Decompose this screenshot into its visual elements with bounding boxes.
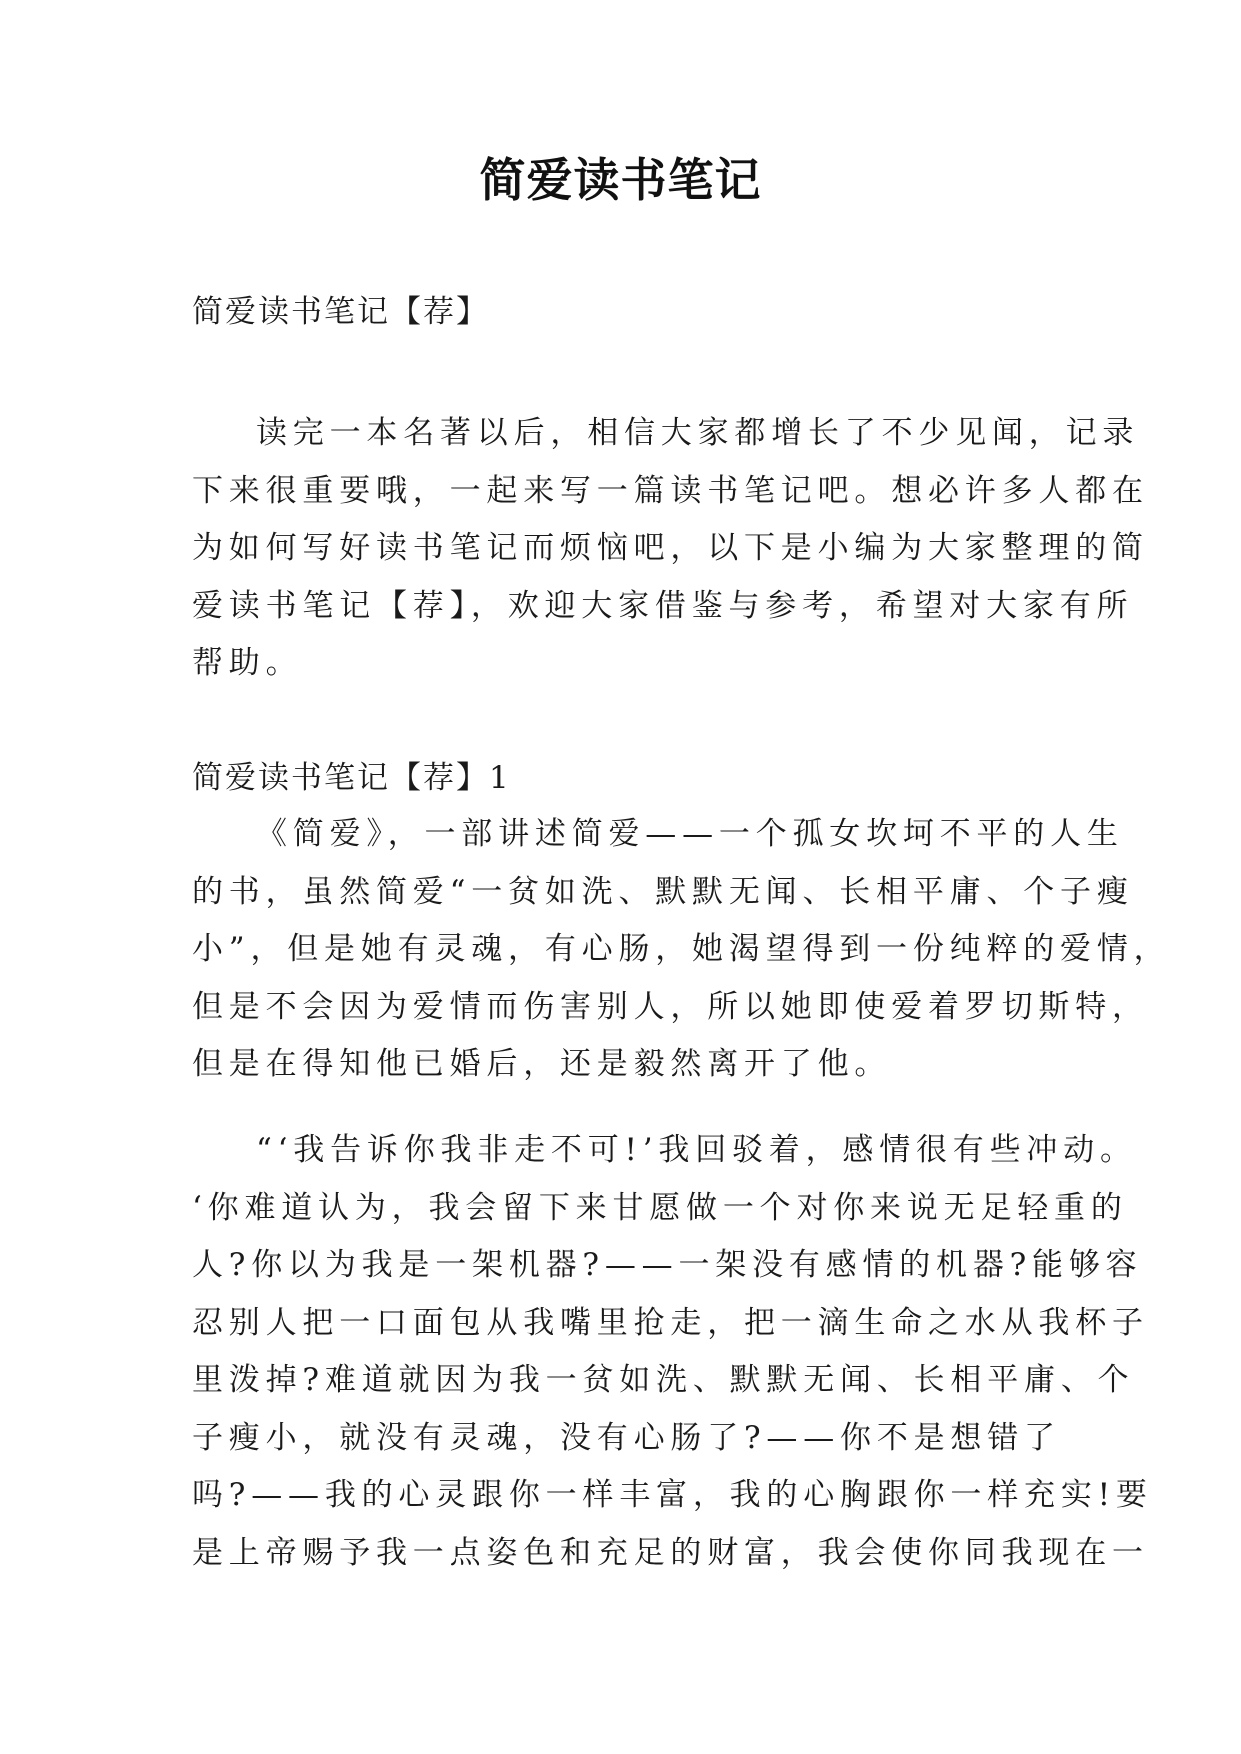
paragraph-line: 人?你以为我是一架机器?——一架没有感情的机器?能够容 bbox=[192, 1247, 1143, 1283]
intro-line: 为如何写好读书笔记而烦恼吧，以下是小编为大家整理的简 bbox=[192, 530, 1149, 566]
body-paragraph-2 bbox=[192, 1122, 1153, 1582]
paragraph-line: 里泼掉?难道就因为我一贫如洗、默默无闻、长相平庸、个 bbox=[192, 1362, 1135, 1398]
document-title: 简爱读书笔记 bbox=[479, 153, 762, 207]
document-subtitle: 简爱读书笔记【荐】 bbox=[192, 294, 489, 330]
section-heading: 简爱读书笔记【荐】1 bbox=[192, 760, 511, 796]
paragraph-line: 子瘦小，就没有灵魂，没有心肠了?——你不是想错了 bbox=[192, 1419, 1061, 1456]
paragraph-line: 是上帝赐予我一点姿色和充足的财富，我会使你同我现在一 bbox=[192, 1534, 1149, 1571]
paragraph-line: ‘你难道认为，我会留下来甘愿做一个对你来说无足轻重的 bbox=[192, 1189, 1128, 1226]
body-paragraph-1 bbox=[192, 806, 1171, 1094]
paragraph-line: 《简爱》，一部讲述简爱——一个孤女坎坷不平的人生 bbox=[256, 816, 1124, 852]
intro-line: 帮助。 bbox=[192, 645, 303, 681]
intro-line: 读完一本名著以后，相信大家都增长了不少见闻，记录 bbox=[256, 415, 1140, 451]
intro-line: 爱读书笔记【荐】，欢迎大家借鉴与参考，希望对大家有所 bbox=[192, 587, 1134, 624]
intro-paragraph bbox=[192, 405, 1149, 693]
paragraph-line: 的书，虽然简爱“一贫如洗、默默无闻、长相平庸、个子瘦 bbox=[192, 873, 1134, 910]
paragraph-line: 吗?——我的心灵跟你一样丰富，我的心胸跟你一样充实!要 bbox=[192, 1477, 1153, 1513]
paragraph-line: 但是不会因为爱情而伤害别人，所以她即使爱着罗切斯特， bbox=[192, 988, 1149, 1025]
paragraph-line: 忍别人把一口面包从我嘴里抢走，把一滴生命之水从我杯子 bbox=[192, 1304, 1149, 1341]
intro-line: 下来很重要哦，一起来写一篇读书笔记吧。想必许多人都在 bbox=[192, 472, 1149, 509]
paragraph-line: 小”，但是她有灵魂，有心肠，她渴望得到一份纯粹的爱情， bbox=[192, 931, 1171, 967]
paragraph-line: “‘我告诉你我非走不可!’我回驳着，感情很有些冲动。 bbox=[256, 1132, 1137, 1168]
paragraph-line: 但是在得知他已婚后，还是毅然离开了他。 bbox=[192, 1046, 892, 1082]
